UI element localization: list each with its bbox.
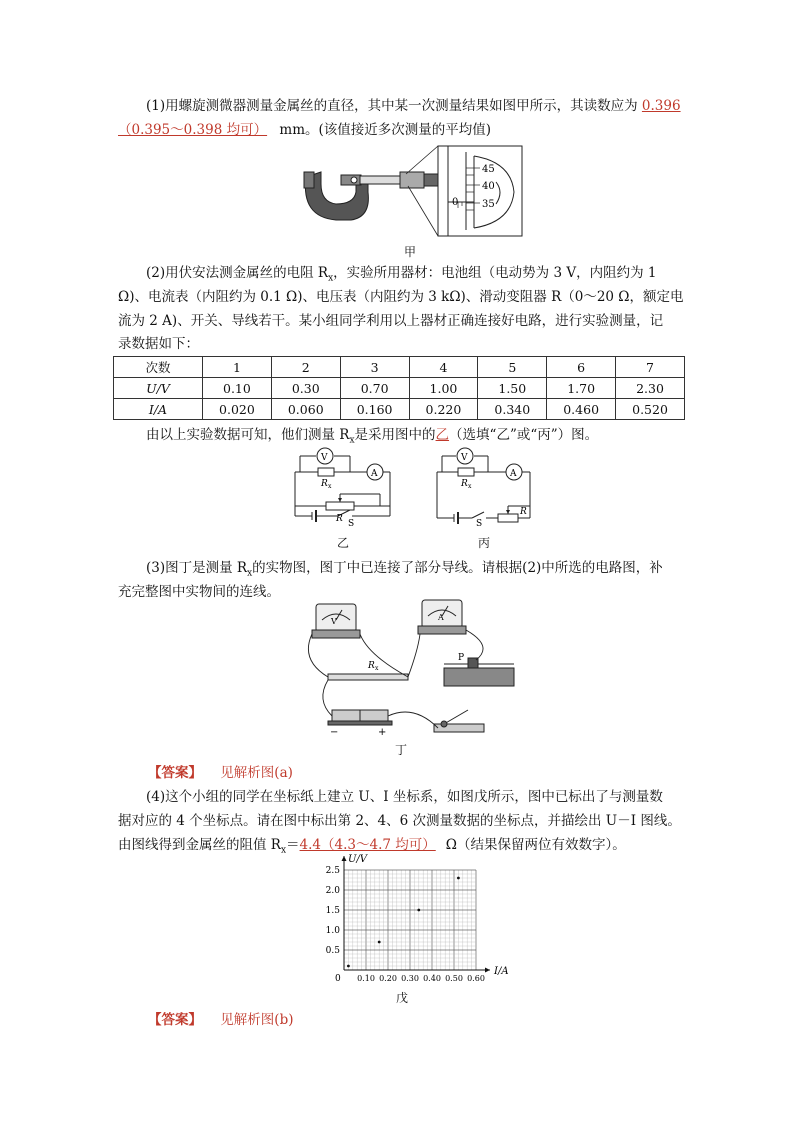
y-tick-label: 1.5 — [325, 906, 340, 916]
svg-text:x: x — [328, 483, 332, 490]
q1-answer-a: 0.396 — [641, 98, 681, 114]
answer-tag: 【答案】 — [148, 765, 202, 781]
data-point — [417, 909, 420, 912]
svg-text:R: R — [461, 479, 468, 489]
svg-text:A: A — [371, 469, 378, 479]
table-row: I/A 0.020 0.060 0.160 0.220 0.340 0.460 0.520 — [114, 399, 685, 420]
q4-line2: 据对应的 4 个坐标点。请在图中标出第 2、4、6 次测量数据的坐标点，并描绘出 U－I 图线。 — [118, 813, 681, 829]
svg-text:x: x — [468, 483, 472, 490]
svg-text:+: + — [378, 727, 387, 738]
circuit-bing — [432, 446, 542, 529]
svg-text:V: V — [331, 617, 337, 626]
table-row: 次数 1 2 3 4 5 6 7 — [114, 357, 685, 378]
x-tick-label: 0.10 — [357, 974, 375, 983]
y-tick-label: 2.0 — [325, 886, 340, 896]
data-point — [457, 877, 460, 880]
q2-line3: 流为 2 A)、开关、导线若干。某小组同学利用以上器材正确连接好电路，进行实验测量，记 — [118, 313, 664, 329]
scale-label-40: 40 — [482, 181, 495, 192]
svg-text:A: A — [510, 469, 517, 479]
q3-line2: 充完整图中实物间的连线。 — [118, 584, 280, 600]
q4-line1: (4)这个小组的同学在坐标纸上建立 U、I 坐标系，如图戊所示，图中已标出了与测量数 — [146, 789, 663, 805]
x-axis-arrow — [485, 968, 490, 973]
data-point — [347, 965, 350, 968]
svg-text:R: R — [520, 507, 527, 517]
x-tick-label: 0.30 — [401, 974, 419, 983]
q3-caption: 丁 — [395, 743, 408, 757]
q2-line2: Ω)、电流表（内阻约为 0.1 Ω)、电压表（内阻约为 3 kΩ)、滑动变阻器 R（0～20 Ω，额定电 — [118, 289, 684, 305]
q1-line1: (1)用螺旋测微器测量金属丝的直径，其中某一次测量结果如图甲所示，其读数应为 0.396 — [146, 98, 681, 114]
physical-circuit-figure — [298, 600, 524, 740]
svg-text:R: R — [336, 514, 343, 524]
y-tick-label: 0.5 — [325, 946, 340, 956]
q4-answer-line: 【答案】 见解析图(b) — [148, 1012, 294, 1028]
q3-line1: (3)图丁是测量 $R_x$的实物图，图丁中已连接了部分导线。请根据(2)中所选的电路图，补 — [146, 560, 663, 579]
y-tick-label: 2.5 — [325, 866, 340, 876]
y-axis-label: U/V — [348, 854, 368, 865]
circuit-bing-caption: 丙 — [478, 536, 491, 550]
chart-axes — [335, 854, 509, 984]
answer-tag: 【答案】 — [148, 1012, 202, 1028]
svg-text:S: S — [476, 519, 483, 529]
svg-text:R: R — [321, 479, 328, 489]
svg-text:x: x — [375, 665, 379, 672]
q3-answer: 【答案】 见解析图(a) — [148, 765, 293, 781]
svg-text:A: A — [438, 613, 444, 622]
svg-text:−: − — [330, 727, 339, 738]
svg-text:P: P — [458, 653, 465, 663]
data-point — [378, 941, 381, 944]
q2-line1: (2)用伏安法测金属丝的电阻 $R_x$，实验所用器材：电池组（电动势为 3 V，内阻约为 1 — [146, 265, 657, 284]
origin-label: 0 — [335, 974, 341, 984]
scale-label-45: 45 — [482, 164, 495, 175]
scale-label-35: 35 — [482, 199, 495, 210]
x-axis-label: I/A — [494, 966, 509, 977]
zero-label: 0 — [452, 197, 459, 208]
q4-line3: 由图线得到金属丝的阻值 $R_x=4.4(4.3\sim 4.7$ 均可） Ω（结果保留两位有效数字）。 — [118, 837, 626, 856]
data-table — [113, 356, 685, 420]
svg-text:S: S — [348, 519, 355, 529]
micrometer-figure — [296, 142, 526, 242]
q1-caption: 甲 — [404, 245, 417, 259]
table-row: U/V 0.10 0.30 0.70 1.00 1.50 1.70 2.30 — [114, 378, 685, 399]
svg-text:V: V — [321, 453, 328, 463]
u-i-chart — [306, 854, 509, 988]
x-tick-label: 0.20 — [379, 974, 397, 983]
chart-grid — [344, 870, 476, 970]
circuit-yi-caption: 乙 — [337, 536, 350, 550]
svg-text:R: R — [368, 661, 375, 671]
circuit-yi — [290, 446, 400, 529]
q4-answer: 4.4（4.3～4.7 均可） — [299, 837, 436, 853]
y-tick-label: 1.0 — [325, 926, 340, 936]
x-tick-label: 0.50 — [445, 974, 463, 983]
svg-text:V: V — [461, 453, 468, 463]
q1-answer-b: （0.395～0.398 均可） — [118, 122, 268, 138]
q4-caption: 戊 — [396, 991, 409, 1005]
x-tick-label: 0.40 — [423, 974, 441, 983]
x-tick-label: 0.60 — [467, 974, 485, 983]
q2-line4: 录数据如下： — [118, 336, 199, 352]
q2-conclusion: 由以上实验数据可知，他们测量 $R_x$是采用图中的乙（选填“乙”或“丙”）图。 — [146, 427, 599, 446]
q1-line2: （0.395～0.398 均可） mm。(该值接近多次测量的平均值) — [118, 122, 492, 138]
q2-conclusion-answer: 乙 — [435, 427, 450, 443]
